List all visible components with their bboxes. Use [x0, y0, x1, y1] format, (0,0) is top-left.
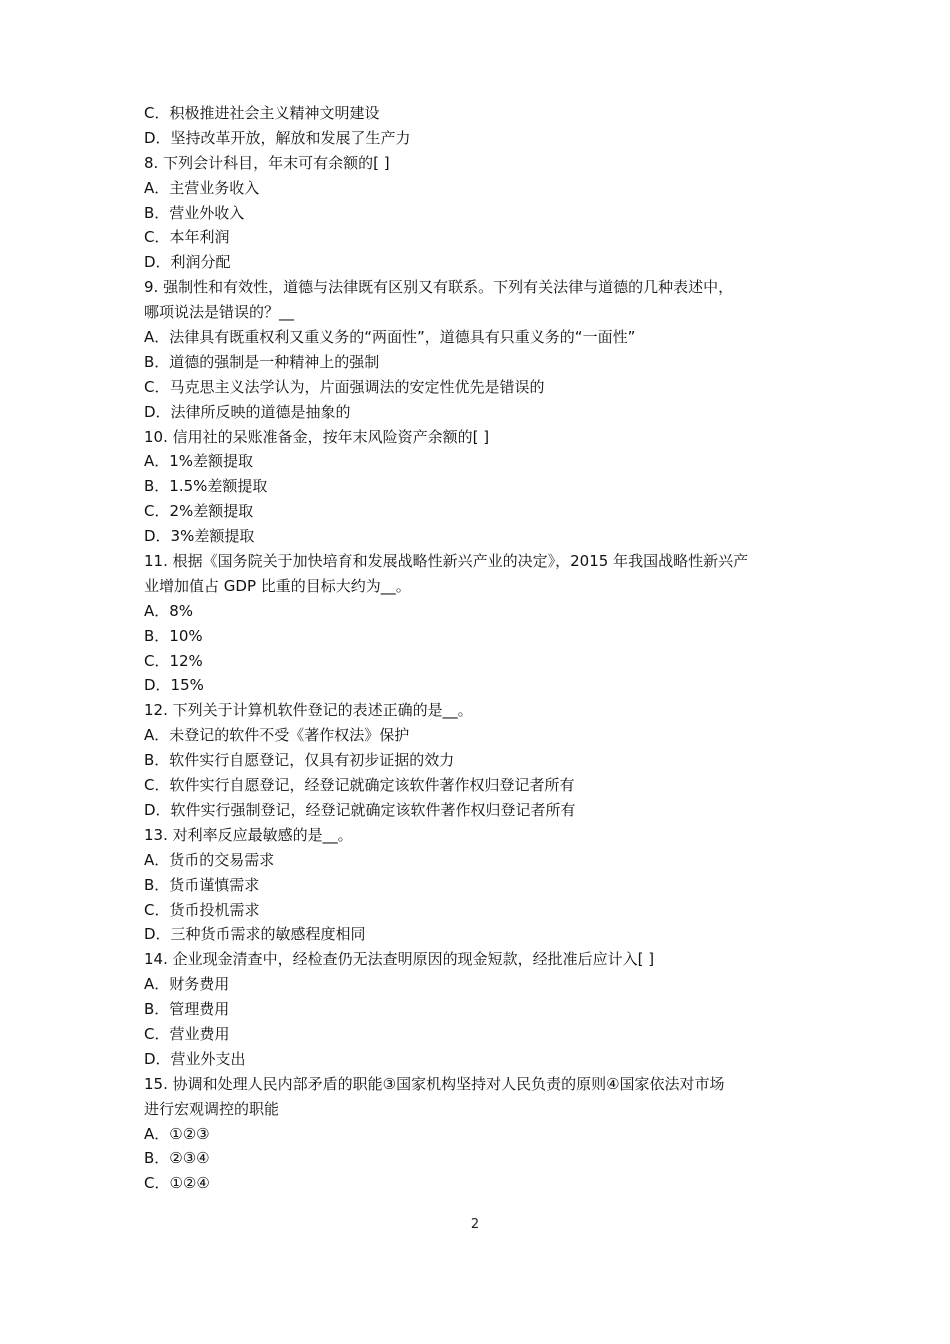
- answer-option: B．货币谨慎需求: [144, 875, 260, 894]
- answer-option: B．道德的强制是一种精神上的强制: [144, 352, 380, 371]
- answer-option: C．货币投机需求: [144, 900, 260, 919]
- answer-option: D．软件实行强制登记，经登记就确定该软件著作权归登记者所有: [144, 800, 576, 819]
- question-text: 10. 信用社的呆账准备金，按年末风险资产余额的[ ]: [144, 427, 490, 446]
- question-text: 15. 协调和处理人民内部矛盾的职能③国家机构坚持对人民负责的原则④国家依法对市场: [144, 1074, 725, 1093]
- answer-option: A．1%差额提取: [144, 452, 254, 471]
- question-text: 11. 根据《国务院关于加快培育和发展战略性新兴产业的决定》，2015 年我国战略性新兴产: [144, 552, 749, 571]
- answer-option: A．未登记的软件不受《著作权法》保护: [144, 726, 410, 745]
- answer-option: B．营业外收入: [144, 203, 245, 222]
- answer-option: D．坚持改革开放，解放和发展了生产力: [144, 128, 411, 147]
- answer-option: A．8%: [144, 601, 194, 620]
- answer-option: C．本年利润: [144, 228, 230, 247]
- question-text: 进行宏观调控的职能: [144, 1099, 280, 1118]
- question-text: 14. 企业现金清查中，经检查仍无法查明原因的现金短款，经批准后应计入[ ]: [144, 950, 655, 969]
- answer-option: D．三种货币需求的敏感程度相同: [144, 925, 366, 944]
- answer-option: C．12%: [144, 651, 203, 670]
- question-text: 8. 下列会计科目，年末可有余额的[ ]: [144, 153, 390, 172]
- answer-option: B．10%: [144, 626, 203, 645]
- answer-option: C．软件实行自愿登记，经登记就确定该软件著作权归登记者所有: [144, 776, 575, 795]
- question-text: 业增加值占 GDP 比重的目标大约为__。: [144, 576, 411, 595]
- answer-option: A．主营业务收入: [144, 178, 260, 197]
- question-text: 9. 强制性和有效性，道德与法律既有区别又有联系。下列有关法律与道德的几种表述中，: [144, 278, 734, 297]
- answer-option: C．营业费用: [144, 1024, 230, 1043]
- answer-option: C．2%差额提取: [144, 502, 254, 521]
- answer-option: C．马克思主义法学认为，片面强调法的安定性优先是错误的: [144, 377, 545, 396]
- answer-option: A．财务费用: [144, 975, 230, 994]
- answer-option: B．②③④: [144, 1149, 210, 1168]
- answer-option: D．营业外支出: [144, 1049, 246, 1068]
- answer-option: D．3%差额提取: [144, 527, 255, 546]
- answer-option: A．法律具有既重权利又重义务的“两面性”，道德具有只重义务的“一面性”: [144, 328, 636, 347]
- page-number: 2: [470, 1217, 480, 1232]
- document-body: [144, 101, 814, 1196]
- answer-option: D．利润分配: [144, 253, 231, 272]
- question-text: 13. 对利率反应最敏感的是__。: [144, 825, 353, 844]
- answer-option: B．软件实行自愿登记，仅具有初步证据的效力: [144, 751, 455, 770]
- answer-option: C．①②④: [144, 1174, 210, 1193]
- question-text: 12. 下列关于计算机软件登记的表述正确的是__。: [144, 701, 473, 720]
- answer-option: C．积极推进社会主义精神文明建设: [144, 104, 380, 122]
- answer-option: A．货币的交易需求: [144, 850, 275, 869]
- answer-option: A．①②③: [144, 1124, 210, 1143]
- answer-option: D．法律所反映的道德是抽象的: [144, 402, 351, 421]
- answer-option: B．管理费用: [144, 1000, 230, 1019]
- answer-option: B．1.5%差额提取: [144, 477, 268, 496]
- question-text: 哪项说法是错误的？__: [144, 303, 295, 322]
- answer-option: D．15%: [144, 676, 204, 695]
